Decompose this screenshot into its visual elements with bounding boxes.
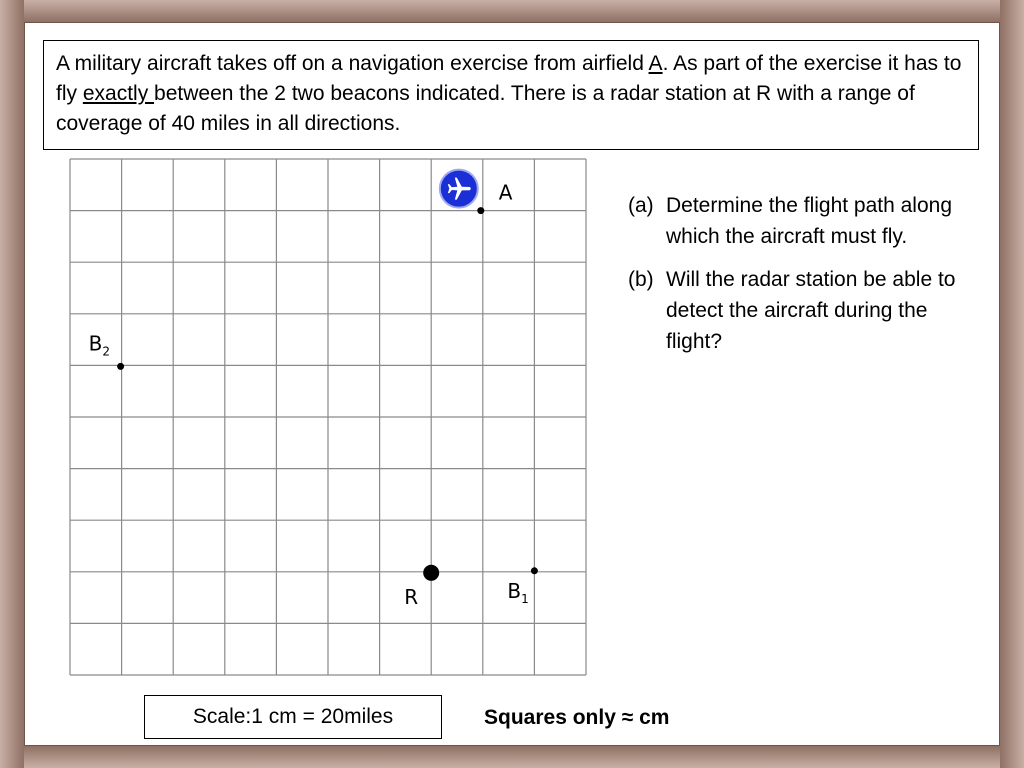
question-a-text: Determine the flight path along which the aircraft must fly. (666, 194, 953, 248)
slide-frame-top (0, 0, 1024, 22)
question-a-tag: (a) (628, 194, 654, 217)
problem-statement (43, 40, 979, 150)
navigation-grid (69, 158, 589, 678)
question-b (628, 264, 968, 357)
slide-frame-right (1000, 0, 1024, 768)
problem-text-1: A military aircraft takes off on a navigation exercise from airfield (56, 52, 649, 75)
radar-station-point (423, 565, 439, 581)
problem-text-3: between the 2 two beacons indicated. There is a radar station at R with a range of coverage of 40 miles in all directions. (56, 82, 915, 135)
airplane-icon (440, 170, 478, 208)
airfield-point (477, 207, 484, 214)
beacon-b1-label: $B_1$ (507, 578, 529, 606)
airfield-a (440, 170, 513, 215)
question-a (628, 190, 968, 252)
beacon-b1 (507, 567, 538, 606)
airfield-label: A (498, 180, 513, 205)
question-list (628, 190, 968, 369)
emphasis-text: exactly (82, 82, 155, 105)
airfield-name: A (648, 52, 663, 75)
question-b-text: Will the radar station be able to detect the aircraft during the flight? (666, 268, 956, 353)
problem-text-2: . As part of the exercise it has to fly (56, 52, 962, 105)
beacon-b2 (89, 331, 125, 370)
question-b-tag: (b) (628, 268, 654, 291)
slide-frame-left (0, 0, 24, 768)
scale-box: Scale:1 cm = 20miles (144, 695, 442, 739)
radar-station-label: R (404, 584, 419, 609)
slide-frame-bottom (0, 746, 1024, 768)
beacon-b1-point (531, 567, 538, 574)
beacon-b2-point (117, 363, 124, 370)
squares-note: Squares only ≈ cm (484, 706, 670, 729)
slide (24, 22, 1000, 746)
beacon-b2-label: $B_2$ (88, 331, 110, 359)
